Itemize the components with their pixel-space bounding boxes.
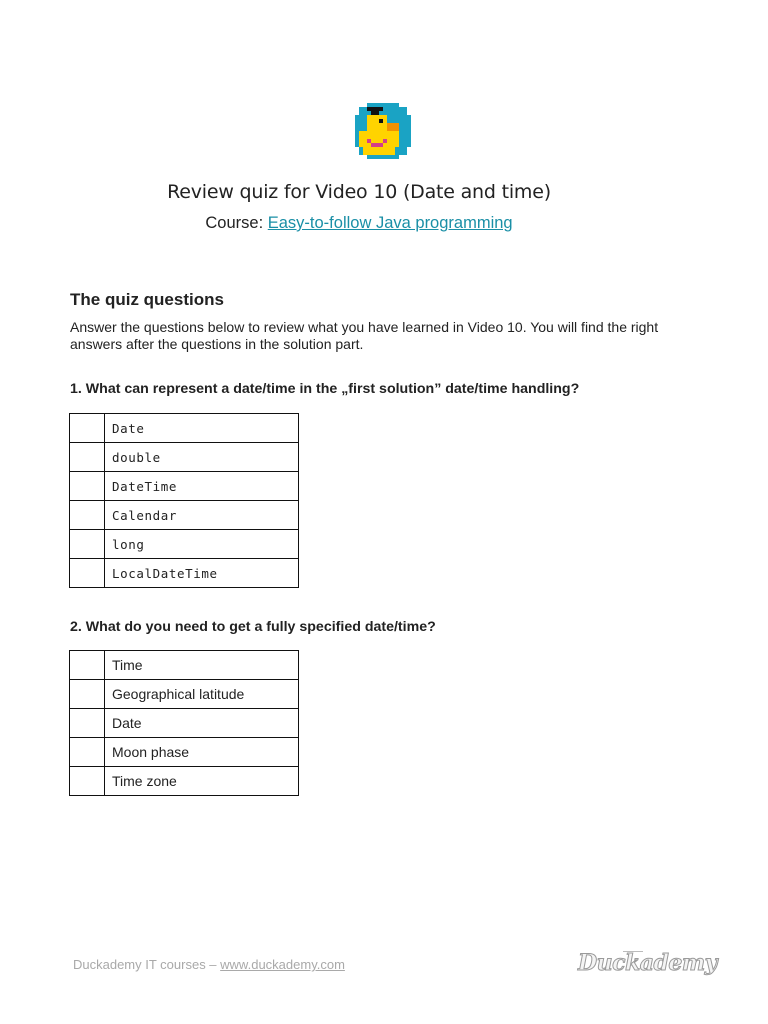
option-row <box>70 472 299 501</box>
course-prefix: Course: <box>205 214 268 232</box>
duck-logo-icon <box>355 103 411 159</box>
option-label: double <box>105 443 299 472</box>
answer-checkbox[interactable] <box>70 767 105 796</box>
answer-checkbox[interactable] <box>70 680 105 709</box>
answer-checkbox[interactable] <box>70 414 105 443</box>
answer-checkbox[interactable] <box>70 443 105 472</box>
question-1: 1. What can represent a date/time in the „first solution” date/time handling? <box>70 381 580 397</box>
option-label: Calendar <box>105 501 299 530</box>
option-row <box>70 709 299 738</box>
option-label: Date <box>105 414 299 443</box>
option-row <box>70 738 299 767</box>
option-label: Geographical latitude <box>105 680 299 709</box>
course-link[interactable]: Easy-to-follow Java programming <box>267 214 513 232</box>
answer-checkbox[interactable] <box>70 709 105 738</box>
answer-checkbox[interactable] <box>70 651 105 680</box>
option-label: Date <box>105 709 299 738</box>
option-label: DateTime <box>105 472 299 501</box>
option-label: LocalDateTime <box>105 559 299 588</box>
question-2-options-table <box>69 650 299 796</box>
answer-checkbox[interactable] <box>70 559 105 588</box>
option-row <box>70 443 299 472</box>
intro-text: Answer the questions below to review what you have learned in Video 10. You will find the right answers after the questions in the solution part. <box>70 319 659 352</box>
option-row <box>70 501 299 530</box>
option-label: Time zone <box>105 767 299 796</box>
course-line <box>0 214 718 233</box>
option-label: Time <box>105 651 299 680</box>
option-label: long <box>105 530 299 559</box>
answer-checkbox[interactable] <box>70 530 105 559</box>
question-1-options-table <box>69 413 299 588</box>
footer <box>73 957 345 972</box>
answer-checkbox[interactable] <box>70 472 105 501</box>
option-row <box>70 767 299 796</box>
option-row <box>70 651 299 680</box>
option-row <box>70 559 299 588</box>
answer-checkbox[interactable] <box>70 738 105 767</box>
option-row <box>70 680 299 709</box>
section-heading: The quiz questions <box>70 290 224 309</box>
footer-link[interactable]: www.duckademy.com <box>220 957 345 972</box>
page-title: Review quiz for Video 10 (Date and time) <box>167 181 551 203</box>
question-2: 2. What do you need to get a fully specified date/time? <box>70 619 436 635</box>
footer-label: Duckademy IT courses – <box>73 957 221 972</box>
duckademy-logo: Duckademy <box>578 950 717 976</box>
option-row <box>70 414 299 443</box>
option-row <box>70 530 299 559</box>
answer-checkbox[interactable] <box>70 501 105 530</box>
option-label: Moon phase <box>105 738 299 767</box>
